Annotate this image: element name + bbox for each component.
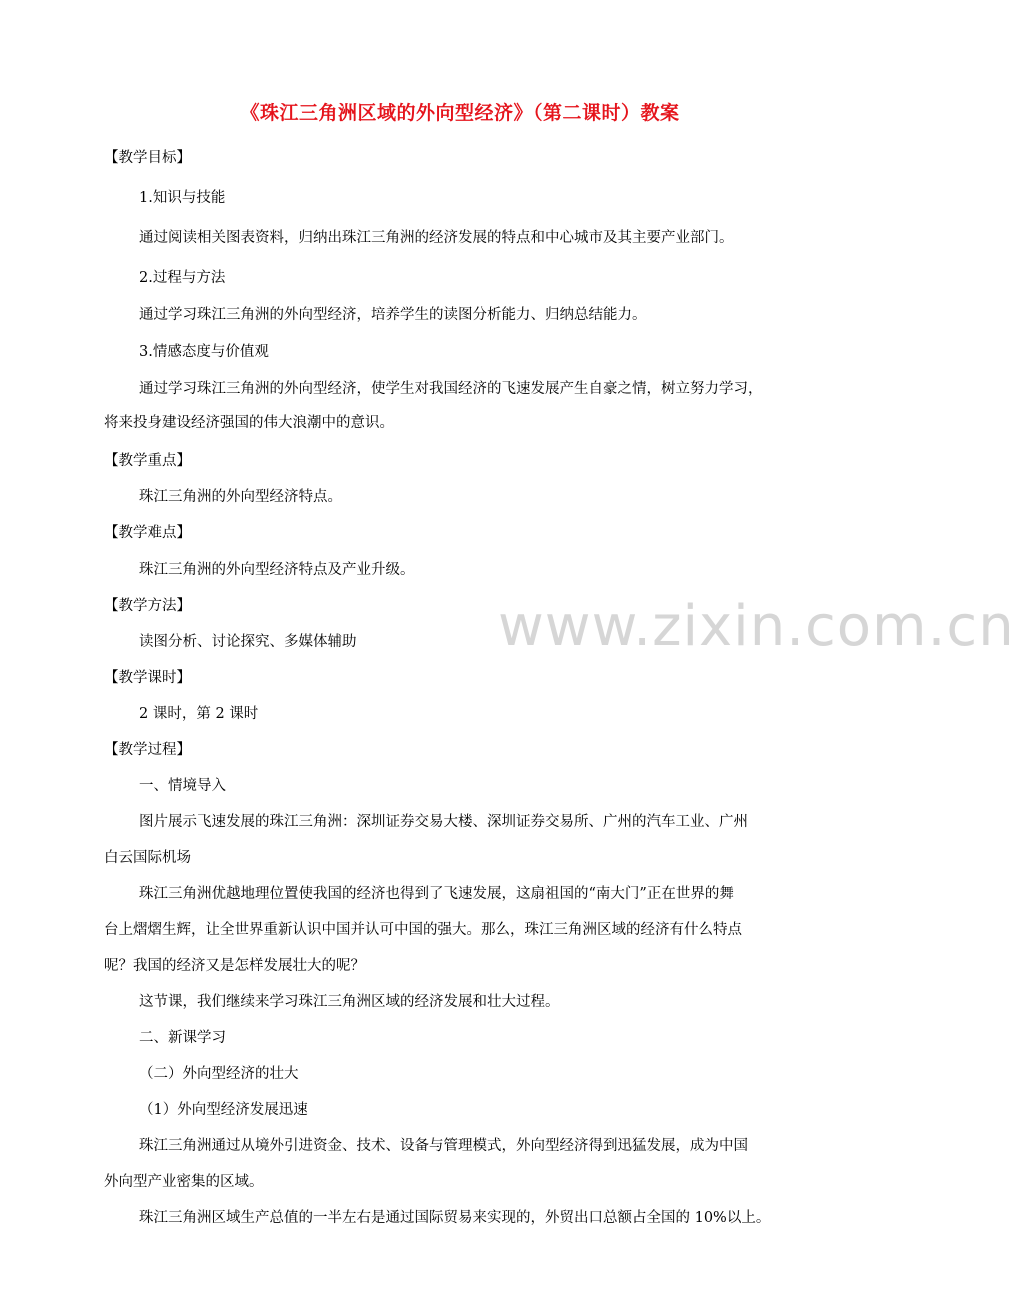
process-step-2-label: 二、新课学习 xyxy=(139,1030,226,1046)
methods-text: 读图分析、讨论探究、多媒体辅助 xyxy=(139,634,357,650)
process-step-1-text-line1: 图片展示飞速发展的珠江三角洲：深圳证券交易大楼、深圳证券交易所、广州的汽车工业、广州 xyxy=(139,814,748,830)
objective-1-text: 通过阅读相关图表资料，归纳出珠江三角洲的经济发展的特点和中心城市及其主要产业部门。 xyxy=(139,230,734,246)
paragraph-growth-line1: 珠江三角洲通过从境外引进资金、技术、设备与管理模式，外向型经济得到迅猛发展，成为中国 xyxy=(139,1138,748,1154)
difficulties-text: 珠江三角洲的外向型经济特点及产业升级。 xyxy=(139,562,415,578)
objective-3-text-line2: 将来投身建设经济强国的伟大浪潮中的意识。 xyxy=(104,415,394,431)
objective-2-text: 通过学习珠江三角洲的外向型经济，培养学生的读图分析能力、归纳总结能力。 xyxy=(139,307,647,323)
section-heading-difficulties: 【教学难点】 xyxy=(104,525,191,541)
watermark: www.zixin.com.cn xyxy=(498,594,1015,659)
section-heading-methods: 【教学方法】 xyxy=(104,598,191,614)
section-heading-hours: 【教学课时】 xyxy=(104,670,191,686)
hours-text: 2 课时，第 2 课时 xyxy=(139,706,259,722)
document-title: 《珠江三角洲区域的外向型经济》（第二课时）教案 xyxy=(240,102,680,124)
objective-2-label: 2.过程与方法 xyxy=(139,270,226,286)
section-heading-objectives: 【教学目标】 xyxy=(104,150,191,166)
section-heading-process: 【教学过程】 xyxy=(104,742,191,758)
paragraph-trade: 珠江三角洲区域生产总值的一半左右是通过国际贸易来实现的，外贸出口总额占全国的 10%以上。 xyxy=(139,1210,771,1226)
paragraph-growth-line2: 外向型产业密集的区域。 xyxy=(104,1174,264,1190)
subsection-label: （二）外向型经济的壮大 xyxy=(139,1066,299,1082)
paragraph-intro-line3: 呢？我国的经济又是怎样发展壮大的呢？ xyxy=(104,958,365,974)
paragraph-transition: 这节课，我们继续来学习珠江三角洲区域的经济发展和壮大过程。 xyxy=(139,994,560,1010)
process-step-1-label: 一、情境导入 xyxy=(139,778,226,794)
sub-subsection-label: （1）外向型经济发展迅速 xyxy=(139,1102,308,1118)
objective-3-text-line1: 通过学习珠江三角洲的外向型经济，使学生对我国经济的飞速发展产生自豪之情，树立努力学习， xyxy=(139,381,763,397)
section-heading-key-points: 【教学重点】 xyxy=(104,453,191,469)
objective-1-label: 1.知识与技能 xyxy=(139,190,226,206)
paragraph-intro-line2: 台上熠熠生辉，让全世界重新认识中国并认可中国的强大。那么，珠江三角洲区域的经济有什么特点 xyxy=(104,922,742,938)
objective-3-label: 3.情感态度与价值观 xyxy=(139,344,269,360)
process-step-1-text-line2: 白云国际机场 xyxy=(104,850,191,866)
paragraph-intro-line1: 珠江三角洲优越地理位置使我国的经济也得到了飞速发展，这扇祖国的“南大门”正在世界的舞 xyxy=(139,886,734,902)
key-points-text: 珠江三角洲的外向型经济特点。 xyxy=(139,489,342,505)
